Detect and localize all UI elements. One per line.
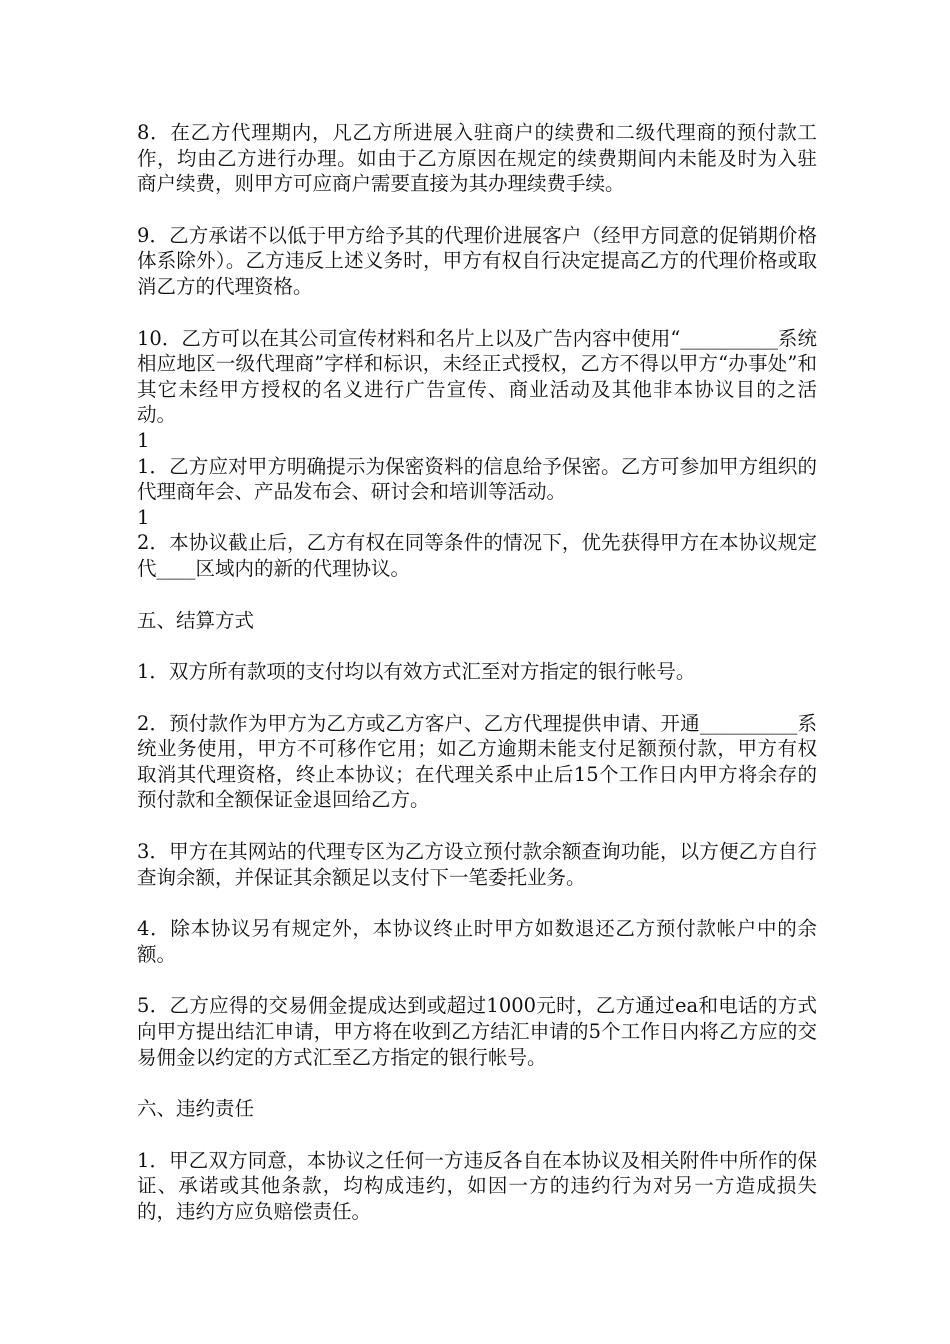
settlement-clause-5: 5．乙方应得的交易佣金提成达到或超过1000元时，乙方通过ea和电话的方式向甲方提出结汇申请，甲方将在收到乙方结汇申请的5个工作日内将乙方应的交易佣金以约定的方式汇至乙方指定的银行帐号。: [137, 994, 817, 1069]
settlement-clause-3: 3．甲方在其网站的代理专区为乙方设立预付款余额查询功能，以方便乙方自行查询余额，并保证其余额足以支付下一笔委托业务。: [137, 840, 817, 889]
settlement-clause-1: 1．双方所有款项的支付均以有效方式汇至对方指定的银行帐号。: [137, 660, 696, 684]
clause-priority: 2．本协议截止后，乙方有权在同等条件的情况下，优先获得甲方在本协议规定代____区域内的新的代理协议。: [137, 531, 817, 580]
stray-number: 1: [137, 505, 150, 529]
liability-clause-1: 1．甲乙双方同意，本协议之任何一方违反各自在本协议及相关附件中所作的保证、承诺或其他条款，均构成违约，如因一方的违约行为对另一方造成损失的，违约方应负赔偿责任。: [137, 1148, 817, 1223]
section-heading-liability: 六、违约责任: [137, 1097, 255, 1121]
stray-number: 1: [137, 428, 150, 452]
clause-confidentiality: 1．乙方应对甲方明确提示为保密资料的信息给予保密。乙方可参加甲方组织的代理商年会、产品发布会、研讨会和培训等活动。: [137, 454, 817, 504]
clause-8: 8．在乙方代理期内，凡乙方所进展入驻商户的续费和二级代理商的预付款工作，均由乙方进行办理。如由于乙方原因在规定的续费期间内未能及时为入驻商户续费，则甲方可应商户需要直接为其办理续费手续。: [137, 121, 817, 196]
settlement-clause-2: 2．预付款作为甲方为乙方或乙方客户、乙方代理提供申请、开通__________系统业务使用，甲方不可移作它用；如乙方逾期未能支付足额预付款，甲方有权取消其代理资格，终止本协议；在代理关系中止后15个工作日内甲方将余存的预付款和全额保证金退回给乙方。: [137, 711, 817, 812]
document-page: [137, 120, 817, 1251]
clause-10: 10．乙方可以在其公司宣传材料和名片上以及广告内容中使用“__________系统相应地区一级代理商”字样和标识，未经正式授权，乙方不得以甲方“办事处”和其它未经甲方授权的名义进行广告宣传、商业活动及其他非本协议目的之活动。: [137, 326, 817, 427]
section-heading-settlement: 五、结算方式: [137, 608, 255, 632]
clause-9: 9．乙方承诺不以低于甲方给予其的代理价进展客户（经甲方同意的促销期价格体系除外）。乙方违反上述义务时，甲方有权自行决定提高乙方的代理价格或取消乙方的代理资格。: [137, 223, 817, 298]
settlement-clause-4: 4．除本协议另有规定外，本协议终止时甲方如数退还乙方预付款帐户中的余额。: [137, 917, 817, 966]
